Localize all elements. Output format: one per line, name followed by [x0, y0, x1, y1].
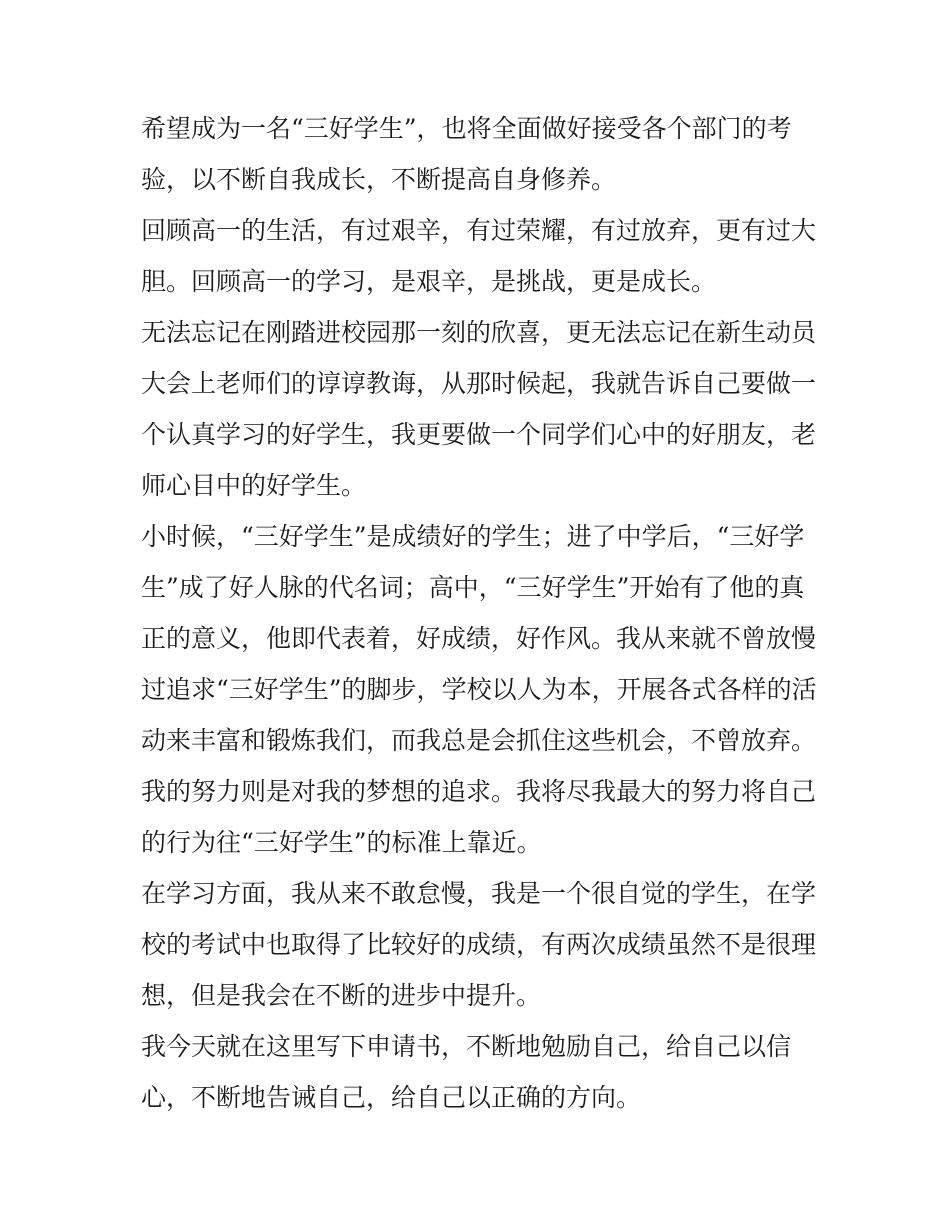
- text-line: 我的努力则是对我的梦想的追求。我将尽我最大的努力将自己: [141, 777, 817, 806]
- text-line: 校的考试中也取得了比较好的成绩，有两次成绩虽然不是很理: [141, 930, 817, 959]
- text-line: 生”成了好人脉的代名词；高中，“三好学生”开始有了他的真: [141, 573, 805, 602]
- text-line: 心，不断地告诫自己，给自己以正确的方向。: [141, 1083, 642, 1112]
- text-line: 我今天就在这里写下申请书，不断地勉励自己，给自己以信: [141, 1032, 792, 1061]
- text-line: 正的意义，他即代表着，好成绩，好作风。我从来就不曾放慢: [141, 624, 817, 653]
- text-line: 验，以不断自我成长，不断提高自身修养。: [141, 165, 617, 194]
- text-line: 大会上老师们的谆谆教诲，从那时候起，我就告诉自己要做一: [141, 369, 817, 398]
- document-body: [141, 103, 817, 1123]
- text-line: 希望成为一名“三好学生”，也将全面做好接受各个部门的考: [141, 114, 792, 143]
- text-line: 在学习方面，我从来不敢怠慢，我是一个很自觉的学生，在学: [141, 879, 817, 908]
- text-line: 回顾高一的生活，有过艰辛，有过荣耀，有过放弃，更有过大: [141, 216, 817, 245]
- text-line: 无法忘记在刚踏进校园那一刻的欣喜，更无法忘记在新生动员: [141, 318, 817, 347]
- text-line: 师心目中的好学生。: [141, 471, 367, 500]
- text-line: 胆。回顾高一的学习，是艰辛，是挑战，更是成长。: [141, 267, 717, 296]
- text-line: 想，但是我会在不断的进步中提升。: [141, 981, 542, 1010]
- text-line: 小时候，“三好学生”是成绩好的学生；进了中学后，“三好学: [141, 522, 805, 551]
- text-line: 过追求“三好学生”的脚步，学校以人为本，开展各式各样的活: [141, 675, 817, 704]
- text-line: 动来丰富和锻炼我们，而我总是会抓住这些机会，不曾放弃。: [141, 726, 817, 755]
- text-line: 的行为往“三好学生”的标准上靠近。: [141, 828, 542, 857]
- text-line: 个认真学习的好学生，我更要做一个同学们心中的好朋友，老: [141, 420, 817, 449]
